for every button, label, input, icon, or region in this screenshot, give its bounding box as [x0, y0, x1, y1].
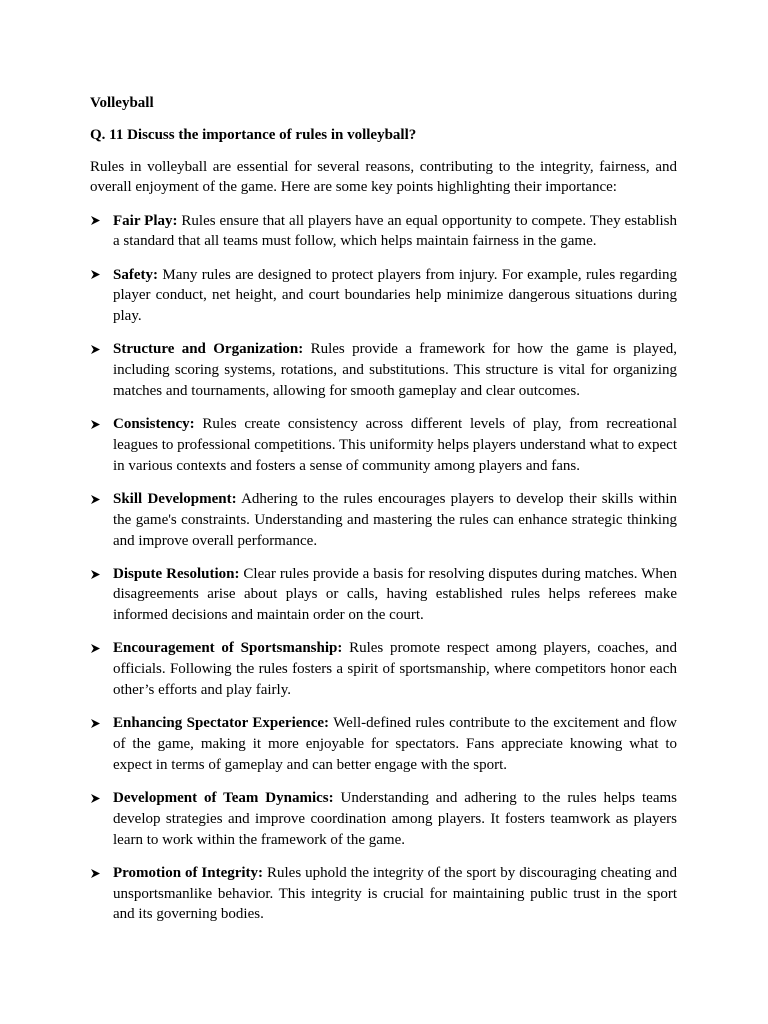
list-item-text: Rules create consistency across different levels of play, from recreational leagues to professional competitions. This uniformity helps players understand what to expect in various contexts and fosters a sense of community among players and fans. — [113, 416, 677, 474]
list-item-term: Skill Development: — [113, 490, 237, 507]
list-item — [90, 564, 677, 626]
list-item-term: Structure and Organization: — [113, 341, 304, 358]
list-item-term: Safety: — [113, 266, 158, 283]
document-body — [90, 93, 677, 938]
list-item-text: Adhering to the rules encourages players to develop their skills within the game's constraints. Understanding and mastering the rules can enhance strategic thinking and improve overall performance. — [113, 490, 677, 549]
list-item — [90, 339, 677, 401]
list-item — [90, 788, 677, 850]
arrowhead-bullet-icon — [90, 788, 104, 809]
list-item-term: Enhancing Spectator Experience: — [113, 715, 330, 732]
list-item — [90, 414, 677, 476]
list-item-term: Dispute Resolution: — [113, 565, 240, 582]
list-item-term: Fair Play: — [113, 212, 178, 229]
list-item-text: Rules provide a framework for how the game is played, including scoring systems, rotations, and substitutions. This structure is vital for organizing matches and tournaments, allowing for smooth gameplay and clear outcomes. — [113, 341, 677, 399]
list-item-text: Many rules are designed to protect players from injury. For example, rules regarding player conduct, net height, and court boundaries help minimize dangerous situations during play. — [113, 266, 678, 325]
arrowhead-bullet-icon — [90, 489, 104, 510]
list-item — [90, 265, 677, 327]
list-item-text: Understanding and adhering to the rules helps teams develop strategies and improve coordination among players. It fosters teamwork as players learn to work within the framework of the game. — [113, 790, 677, 848]
list-item — [90, 489, 677, 551]
arrowhead-bullet-icon — [90, 414, 104, 435]
list-item — [90, 863, 677, 925]
arrowhead-bullet-icon — [90, 211, 104, 232]
question-heading: Q. 11 Discuss the importance of rules in volleyball? — [90, 126, 417, 143]
list-item-term: Development of Team Dynamics: — [113, 790, 334, 807]
intro-paragraph: Rules in volleyball are essential for several reasons, contributing to the integrity, fairness, and overall enjoyment of the game. Here are some key points highlighting their importance: — [90, 158, 677, 196]
list-item-term: Encouragement of Sportsmanship: — [113, 640, 343, 657]
document-title: Volleyball — [90, 95, 154, 111]
list-item-text: Clear rules provide a basis for resolving disputes during matches. When disagreements arise about plays or calls, having established rules helps referees make informed decisions and maintain order on the court. — [113, 565, 677, 624]
list-item-term: Consistency: — [113, 416, 195, 433]
list-item — [90, 638, 677, 700]
list-item — [90, 713, 677, 775]
arrowhead-bullet-icon — [90, 265, 104, 286]
list-item-term: Promotion of Integrity: — [113, 864, 264, 881]
arrowhead-bullet-icon — [90, 713, 104, 734]
arrowhead-bullet-icon — [90, 638, 104, 659]
list-item-text: Rules promote respect among players, coaches, and officials. Following the rules fosters a spirit of sportsmanship, where competitors honor each other’s efforts and play fairly. — [113, 640, 677, 699]
arrowhead-bullet-icon — [90, 564, 104, 585]
list-item-text: Rules uphold the integrity of the sport by discouraging cheating and unsportsmanlike behavior. This integrity is crucial for maintaining public trust in the sport and its governing bodies. — [113, 864, 677, 923]
arrowhead-bullet-icon — [90, 339, 104, 360]
arrowhead-bullet-icon — [90, 863, 104, 884]
importance-list — [90, 211, 677, 926]
list-item-text: Rules ensure that all players have an equal opportunity to compete. They establish a standard that all teams must follow, which helps maintain fairness in the game. — [113, 212, 677, 250]
list-item — [90, 211, 677, 253]
list-item-text: Well-defined rules contribute to the excitement and flow of the game, making it more enjoyable for spectators. Fans appreciate knowing what to expect in terms of gameplay and can better engage with the sport. — [113, 715, 678, 773]
